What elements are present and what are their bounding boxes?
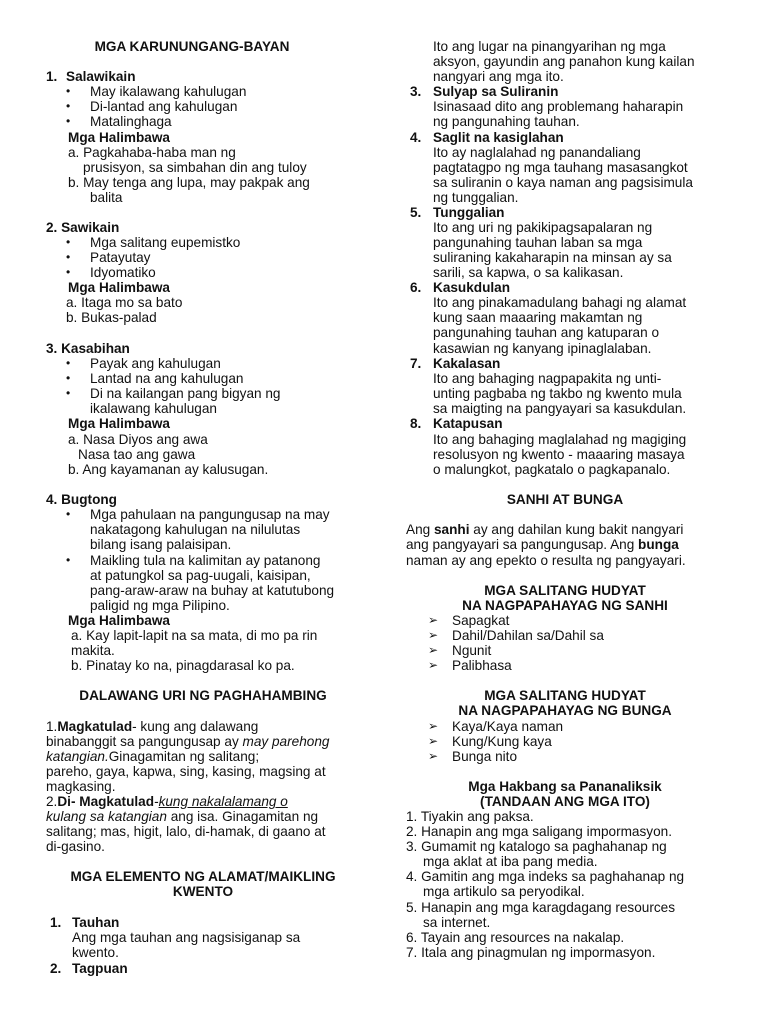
- item-number: 2.: [50, 961, 62, 976]
- paragraph-line: pangunahing tauhan laban sa mga: [433, 235, 643, 250]
- paragraph-line: Isinasaad dito ang problemang haharapin: [433, 99, 684, 114]
- section-title-hudyat-sanhi: MGA SALITANG HUDYAT: [484, 583, 646, 598]
- bullet-icon: •: [66, 250, 71, 264]
- paragraph-line: salitang; mas, higit, lalo, di-hamak, di gaano at: [46, 824, 326, 839]
- bullet-icon: •: [66, 507, 71, 521]
- section-title-sanhi-bunga: SANHI AT BUNGA: [506, 492, 624, 507]
- bullet-icon: •: [66, 114, 71, 128]
- list-item: nakatagong kahulugan na nilulutas: [90, 522, 301, 537]
- paragraph-line: naman ay ang epekto o resulta ng pangyayari.: [406, 553, 686, 568]
- paragraph-line: [406, 537, 679, 552]
- heading-tauhan: Tauhan: [72, 915, 120, 930]
- paragraph-line: kung saan maaaring makamtan ng: [433, 310, 643, 325]
- paragraph-line: sarili, sa kapwa, o sa kalikasan.: [433, 265, 624, 280]
- heading-salawikain: Salawikain: [66, 69, 136, 84]
- heading-katapusan: Katapusan: [433, 416, 503, 431]
- examples-heading: Mga Halimbawa: [68, 416, 170, 431]
- paragraph-line: [46, 734, 329, 749]
- paragraph-line: suliraning kakaharapin na minsan ay sa: [433, 250, 672, 265]
- arrow-bullet-icon: ➢: [428, 658, 439, 672]
- paragraph-line: Ito ang bahaging nagpapakita ng unti-: [433, 371, 662, 386]
- list-item: Mga salitang eupemistko: [90, 235, 241, 250]
- section-title-hudyat-sanhi-line2: NA NAGPAPAHAYAG NG SANHI: [462, 598, 668, 613]
- list-item: May ikalawang kahulugan: [90, 84, 247, 99]
- text-run-italic: kulang sa katangian: [46, 809, 167, 824]
- heading-sulyap: Sulyap sa Suliranin: [433, 84, 559, 99]
- section-title-karunungang-bayan: MGA KARUNUNGANG-BAYAN: [94, 39, 290, 54]
- paragraph-line: pagtatagpo ng mga tauhang masasangkot: [433, 160, 688, 175]
- list-item: Patayutay: [90, 250, 151, 265]
- paragraph-line: Ito ang lugar na pinangyarihan ng mga: [433, 39, 666, 54]
- paragraph-line: Ito ang uri ng pakikipagsapalaran ng: [433, 220, 653, 235]
- arrow-bullet-icon: ➢: [428, 613, 439, 627]
- text-run: ang isa. Ginagamitan ng: [166, 809, 319, 824]
- bullet-icon: •: [66, 553, 71, 567]
- item-number: 3.: [410, 84, 422, 99]
- paragraph-line: Ito ang bahaging maglalahad ng magiging: [433, 432, 687, 447]
- item-number: 1.: [46, 69, 58, 84]
- paragraph-line: Ito ang pinakamadulang bahagi ng alamat: [433, 295, 687, 310]
- text-run-italic: katangian.: [46, 749, 109, 764]
- section-title-hudyat-bunga-line2: NA NAGPAPAHAYAG NG BUNGA: [458, 703, 672, 718]
- text-run-italic: kung nakalalamang o: [158, 794, 288, 809]
- section-title-elemento: MGA ELEMENTO NG ALAMAT/MAIKLING: [70, 869, 336, 884]
- bullet-icon: •: [66, 99, 71, 113]
- list-item: Di na kailangan pang bigyan ng: [90, 386, 281, 401]
- paragraph-line: kwento.: [72, 945, 119, 960]
- bullet-icon: •: [66, 235, 71, 249]
- list-item: ikalawang kahulugan: [90, 401, 217, 416]
- example-line: b. Ang kayamanan ay kalusugan.: [68, 462, 269, 477]
- item-number: 7.: [410, 356, 422, 371]
- paragraph-line: di-gasino.: [46, 839, 105, 854]
- list-item: Idyomatiko: [90, 265, 156, 280]
- list-item: Ngunit: [452, 643, 492, 658]
- paragraph-line: [406, 522, 683, 537]
- paragraph-line: pareho, gaya, kapwa, sing, kasing, magsing at: [46, 764, 326, 779]
- example-line: b. Bukas-palad: [66, 310, 157, 325]
- list-item: Palibhasa: [452, 658, 512, 673]
- term-di-magkatulad: Di- Magkatulad: [57, 794, 155, 809]
- paragraph-line: ng pangunahing tauhan.: [433, 114, 580, 129]
- bullet-icon: •: [66, 356, 71, 370]
- item-number: 5.: [410, 205, 422, 220]
- section-title-hakbang-line2: (TANDAAN ANG MGA ITO): [480, 794, 650, 809]
- paragraph-line: nangyari ang mga ito.: [433, 69, 564, 84]
- list-item: Dahil/Dahilan sa/Dahil sa: [452, 628, 604, 643]
- text-run-italic: may parehong: [242, 734, 330, 749]
- examples-heading: Mga Halimbawa: [68, 130, 170, 145]
- step-line: 2. Hanapin ang mga saligang impormasyon.: [406, 824, 672, 839]
- paragraph-line: unting pagbaba ng takbo ng kwento mula: [433, 386, 682, 401]
- list-item: paligid ng mga Pilipino.: [90, 598, 230, 613]
- list-item: Bunga nito: [452, 749, 518, 764]
- paragraph-line: Ito ay naglalahad ng panandaliang: [433, 145, 641, 160]
- example-line: a. Pagkahaba-haba man ng: [68, 145, 236, 160]
- step-line: mga aklat at iba pang media.: [423, 854, 598, 869]
- example-line: balita: [90, 190, 123, 205]
- text-run: -: [154, 794, 159, 809]
- step-line: 6. Tayain ang resources na nakalap.: [406, 930, 625, 945]
- text-run: - kung ang dalawang: [132, 719, 259, 734]
- heading-tunggalian: Tunggalian: [433, 205, 505, 220]
- arrow-bullet-icon: ➢: [428, 734, 439, 748]
- term-bunga: bunga: [638, 537, 679, 552]
- paragraph-line: pangunahing tauhan ang katuparan o: [433, 325, 660, 340]
- list-item: Payak ang kahulugan: [90, 356, 221, 371]
- item-number: 8.: [410, 416, 422, 431]
- step-line: mga artikulo sa peryodikal.: [423, 884, 585, 899]
- text-run: ang pangyayari sa pangungusap. Ang: [406, 537, 639, 552]
- example-line: makita.: [71, 643, 115, 658]
- heading-kakalasan: Kakalasan: [433, 356, 501, 371]
- heading-kasukdulan: Kasukdulan: [433, 280, 511, 295]
- list-item: Mga pahulaan na pangungusap na may: [90, 507, 330, 522]
- examples-heading: Mga Halimbawa: [68, 613, 170, 628]
- heading-saglit: Saglit na kasiglahan: [433, 130, 564, 145]
- step-line: 1. Tiyakin ang paksa.: [406, 809, 534, 824]
- item-number: 1.: [46, 719, 58, 734]
- term-magkatulad: Magkatulad: [57, 719, 133, 734]
- section-title-paghahambing: DALAWANG URI NG PAGHAHAMBING: [79, 688, 327, 703]
- list-item: Kaya/Kaya naman: [452, 719, 564, 734]
- bullet-icon: •: [66, 265, 71, 279]
- list-item: Matalinghaga: [90, 114, 172, 129]
- arrow-bullet-icon: ➢: [428, 628, 439, 642]
- item-number: 2.: [46, 794, 58, 809]
- bullet-icon: •: [66, 84, 71, 98]
- bullet-icon: •: [66, 386, 71, 400]
- step-line: 4. Gamitin ang mga indeks sa paghahanap ng: [406, 869, 685, 884]
- paragraph-line: kasawian ng kanyang ipinaglalaban.: [433, 341, 652, 356]
- example-line: b. Pinatay ko na, pinagdarasal ko pa.: [71, 658, 295, 673]
- step-line: 5. Hanapin ang mga karagdagang resources: [406, 900, 676, 915]
- arrow-bullet-icon: ➢: [428, 719, 439, 733]
- example-line: a. Itaga mo sa bato: [66, 295, 183, 310]
- paragraph-line: sa suliranin o kaya naman ang pagsisimula: [433, 175, 693, 190]
- heading-kasabihan: 3. Kasabihan: [46, 341, 130, 356]
- section-title-elemento-line2: KWENTO: [172, 884, 234, 899]
- example-line: Nasa tao ang gawa: [78, 447, 196, 462]
- list-item: Kung/Kung kaya: [452, 734, 552, 749]
- example-line: a. Nasa Diyos ang awa: [68, 432, 208, 447]
- step-line: 3. Gumamit ng katalogo sa paghahanap ng: [406, 839, 667, 854]
- step-line: 7. Itala ang pinagmulan ng impormasyon.: [406, 945, 656, 960]
- paragraph-line: aksyon, gayundin ang panahon kung kailan: [433, 54, 695, 69]
- example-line: prusisyon, sa simbahan din ang tuloy: [83, 160, 307, 175]
- paragraph-line: [46, 794, 288, 809]
- list-item: pang-araw-araw na buhay at katutubong: [90, 583, 335, 598]
- list-item: Di-lantad ang kahulugan: [90, 99, 238, 114]
- bullet-icon: •: [66, 371, 71, 385]
- text-run: Ang: [406, 522, 434, 537]
- item-number: 4.: [410, 130, 422, 145]
- list-item: at patungkol sa pag-uugali, kaisipan,: [90, 568, 311, 583]
- list-item: Maikling tula na kalimitan ay patanong: [90, 553, 321, 568]
- list-item: Lantad na ang kahulugan: [90, 371, 244, 386]
- paragraph-line: Ang mga tauhan ang nagsisiganap sa: [72, 930, 301, 945]
- paragraph-line: resolusyon ng kwento - maaaring masaya: [433, 447, 685, 462]
- paragraph-line: magkasing.: [46, 779, 116, 794]
- heading-sawikain: 2. Sawikain: [46, 220, 120, 235]
- item-number: 6.: [410, 280, 422, 295]
- paragraph-line: ng tunggalian.: [433, 190, 519, 205]
- arrow-bullet-icon: ➢: [428, 749, 439, 763]
- step-line: sa internet.: [423, 915, 491, 930]
- text-run: binabanggit sa pangungusap ay: [46, 734, 243, 749]
- example-line: b. May tenga ang lupa, may pakpak ang: [68, 175, 310, 190]
- paragraph-line: o malungkot, pagkatalo o pagkapanalo.: [433, 462, 671, 477]
- text-run: Ginagamitan ng salitang;: [108, 749, 260, 764]
- item-number: 1.: [50, 915, 62, 930]
- heading-bugtong: 4. Bugtong: [46, 492, 117, 507]
- term-sanhi: sanhi: [433, 522, 470, 537]
- paragraph-line: [46, 719, 258, 734]
- section-title-hakbang: Mga Hakbang sa Pananaliksik: [468, 779, 662, 794]
- examples-heading: Mga Halimbawa: [68, 280, 170, 295]
- section-title-hudyat-bunga: MGA SALITANG HUDYAT: [484, 688, 646, 703]
- text-run: ay ang dahilan kung bakit nangyari: [469, 522, 684, 537]
- arrow-bullet-icon: ➢: [428, 643, 439, 657]
- list-item: bilang isang palaisipan.: [90, 537, 232, 552]
- paragraph-line: [46, 809, 318, 824]
- paragraph-line: sa maigting na pangyayari sa kasukdulan.: [433, 401, 687, 416]
- example-line: a. Kay lapit-lapit na sa mata, di mo pa rin: [71, 628, 318, 643]
- heading-tagpuan: Tagpuan: [72, 961, 128, 976]
- paragraph-line: [46, 749, 259, 764]
- list-item: Sapagkat: [452, 613, 510, 628]
